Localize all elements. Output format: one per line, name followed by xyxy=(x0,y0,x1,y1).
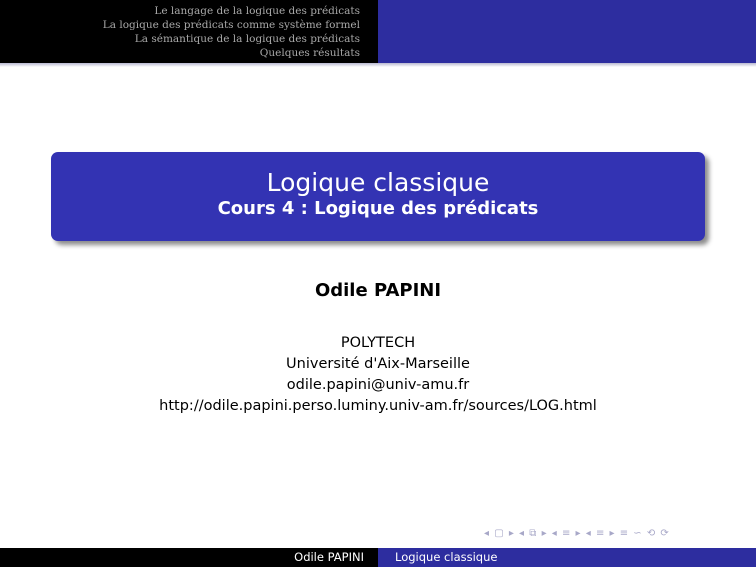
search-back-icon[interactable]: ∽ ⟲ ⟳ xyxy=(633,528,670,539)
footer-title-panel xyxy=(378,548,756,567)
footer-title: Logique classique xyxy=(395,550,498,564)
institute-university: Université d'Aix-Marseille xyxy=(286,356,470,372)
nav-section-2[interactable]: La logique des prédicats comme système formel xyxy=(102,19,360,31)
nav-section-1[interactable]: Le langage de la logique des prédicats xyxy=(154,5,360,17)
header-right-panel xyxy=(378,0,756,63)
course-url: http://odile.papini.perso.luminy.univ-am.fr/sources/LOG.html xyxy=(159,398,597,414)
presentation-subtitle: Cours 4 : Logique des prédicats xyxy=(217,198,539,219)
author-name: Odile PAPINI xyxy=(314,280,442,301)
align-icon[interactable]: ≡ xyxy=(619,528,630,539)
section-next-nav-icon[interactable]: ◂ ≡ ▸ xyxy=(585,528,616,539)
institute-polytech: POLYTECH xyxy=(340,335,416,351)
title-box xyxy=(51,152,705,241)
author-email: odile.papini@univ-amu.fr xyxy=(286,377,470,393)
section-prev-nav-icon[interactable]: ◂ ≡ ▸ xyxy=(551,528,582,539)
section-navigation xyxy=(103,4,360,60)
frame-nav-icon[interactable]: ◂ ▢ ▸ xyxy=(484,528,515,539)
beamer-navigation-bar xyxy=(484,528,670,539)
presentation-title: Logique classique xyxy=(266,168,490,197)
nav-section-3[interactable]: La sémantique de la logique des prédicats xyxy=(134,33,360,45)
subsection-nav-icon[interactable]: ◂ ⧉ ▸ xyxy=(519,528,548,539)
footer-author-panel xyxy=(0,548,378,567)
nav-section-4[interactable]: Quelques résultats xyxy=(259,47,360,59)
header-shadow xyxy=(0,63,756,67)
footer-author: Odile PAPINI xyxy=(294,550,364,564)
institute-block xyxy=(0,333,756,417)
